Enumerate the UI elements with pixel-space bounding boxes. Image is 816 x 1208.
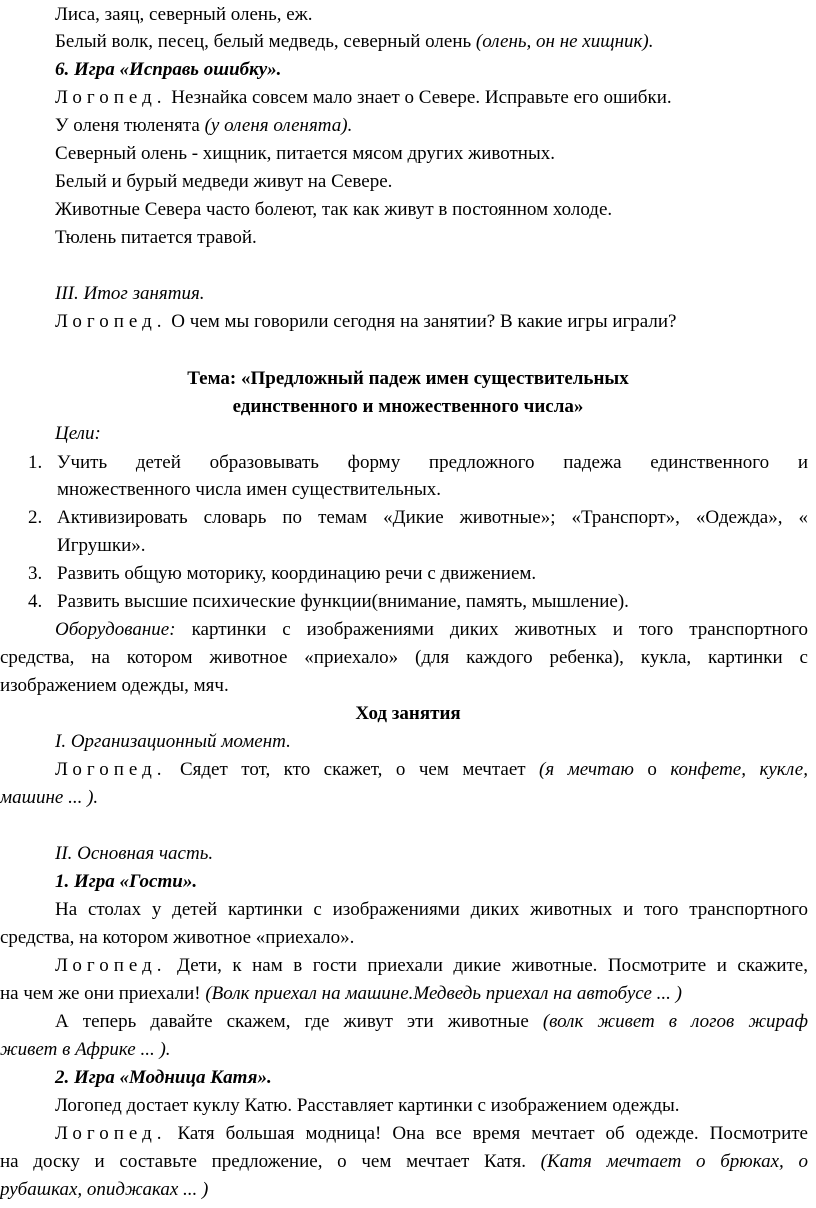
- list-item-text: Развить высшие психические функции(внимание, память, мышление).: [57, 591, 629, 612]
- paragraph: Животные Севера часто болеют, так как живут в постоянном холоде.: [55, 199, 613, 220]
- paragraph: Тюлень питается травой.: [55, 227, 257, 248]
- italic-note: живет в Африке ... ).: [0, 1039, 171, 1060]
- speaker-label: Логопед.: [55, 759, 167, 780]
- text: о: [633, 759, 671, 780]
- text: Лиса, заяц, северный олень, еж.: [55, 4, 313, 25]
- text: Белый волк, песец, белый медведь, северный олень: [55, 31, 476, 52]
- game2-heading: 2. Игра «Модница Катя».: [55, 1067, 272, 1088]
- summary-heading: III. Итог занятия.: [55, 283, 205, 304]
- paragraph: [0, 1149, 808, 1175]
- speaker-label: Логопед.: [55, 955, 167, 976]
- paragraph: изображением одежды, мяч.: [0, 675, 229, 696]
- paragraph: [55, 1009, 808, 1035]
- paragraph: [55, 309, 676, 335]
- italic-note: рубашках, опиджаках ... ): [0, 1179, 209, 1200]
- paragraph: На столах у детей картинки с изображениями диких животных и того транспортного: [55, 899, 808, 920]
- italic-note: (олень, он не хищник).: [475, 31, 654, 52]
- speaker-label: Логопед.: [55, 87, 167, 108]
- paragraph: средства, на котором животное «приехало» (для каждого ребенка), кукла, картинки с: [0, 647, 808, 668]
- equipment-label: Оборудование:: [55, 619, 176, 640]
- text: А теперь давайте скажем, где живут эти животные: [55, 1011, 543, 1032]
- list-item-text: Активизировать словарь по темам «Дикие животные»; «Транспорт», «Одежда», «: [57, 507, 808, 528]
- paragraph: [55, 85, 672, 111]
- game6-heading: 6. Игра «Исправь ошибку».: [55, 59, 282, 80]
- course-heading: Ход занятия: [355, 703, 461, 724]
- text: картинки с изображениями диких животных и того транспортного: [175, 619, 808, 640]
- speaker-label: Логопед.: [55, 1123, 167, 1144]
- goals-label: Цели:: [55, 423, 101, 444]
- list-number: 2.: [28, 507, 43, 528]
- list-item-text: множественного числа имен существительных.: [57, 479, 441, 500]
- text: Сядет тот, кто скажет, о чем мечтает: [166, 759, 540, 780]
- paragraph: Белый и бурый медведи живут на Севере.: [55, 171, 393, 192]
- italic-note: (у оленя оленята).: [204, 115, 353, 136]
- paragraph: [55, 2, 313, 28]
- list-number: 4.: [28, 591, 43, 612]
- italic-note: (я мечтаю: [539, 759, 634, 780]
- italic-note: (волк живет в логов жираф: [542, 1011, 809, 1032]
- paragraph: [55, 757, 808, 783]
- paragraph: [55, 29, 653, 55]
- game1-heading: 1. Игра «Гости».: [55, 871, 198, 892]
- text: О чем мы говорили сегодня на занятии? В какие игры играли?: [166, 311, 677, 332]
- topic-title-line1: Тема: «Предложный падеж имен существительных: [187, 368, 629, 389]
- italic-note: (Волк приехал на машине.Медведь приехал на автобусе ... ): [205, 983, 682, 1004]
- paragraph: [55, 617, 808, 643]
- topic-title-line2: единственного и множественного числа»: [232, 396, 584, 417]
- paragraph: [55, 953, 808, 979]
- main-heading: II. Основная часть.: [55, 843, 214, 864]
- list-item-text: Учить детей образовывать форму предложного падежа единственного и: [57, 452, 808, 473]
- text: на доску и составьте предложение, о чем мечтает Катя.: [0, 1151, 541, 1172]
- list-item-text: Игрушки».: [57, 535, 146, 556]
- paragraph: Логопед достает куклу Катю. Расставляет картинки с изображением одежды.: [55, 1095, 680, 1116]
- italic-note: конфете, кукле,: [670, 759, 808, 780]
- paragraph: [0, 981, 682, 1007]
- text: У оленя тюленята: [55, 115, 205, 136]
- paragraph: средства, на котором животное «приехало».: [0, 927, 355, 948]
- org-heading: I. Организационный момент.: [55, 731, 291, 752]
- list-item-text: Развить общую моторику, координацию речи с движением.: [57, 563, 537, 584]
- text: Катя большая модница! Она все время мечтает об одежде. Посмотрите: [166, 1123, 808, 1144]
- paragraph: Северный олень - хищник, питается мясом других животных.: [55, 143, 555, 164]
- paragraph: [55, 1121, 808, 1147]
- speaker-label: Логопед.: [55, 311, 167, 332]
- italic-note: (Катя мечтает о брюках, о: [540, 1151, 808, 1172]
- text: Дети, к нам в гости приехали дикие животные. Посмотрите и скажите,: [166, 955, 808, 976]
- text: на чем же они приехали!: [0, 983, 206, 1004]
- list-number: 1.: [28, 452, 43, 473]
- italic-note: машине ... ).: [0, 787, 99, 808]
- paragraph: [55, 113, 352, 139]
- list-number: 3.: [28, 563, 43, 584]
- text: Незнайка совсем мало знает о Севере. Исправьте его ошибки.: [166, 87, 672, 108]
